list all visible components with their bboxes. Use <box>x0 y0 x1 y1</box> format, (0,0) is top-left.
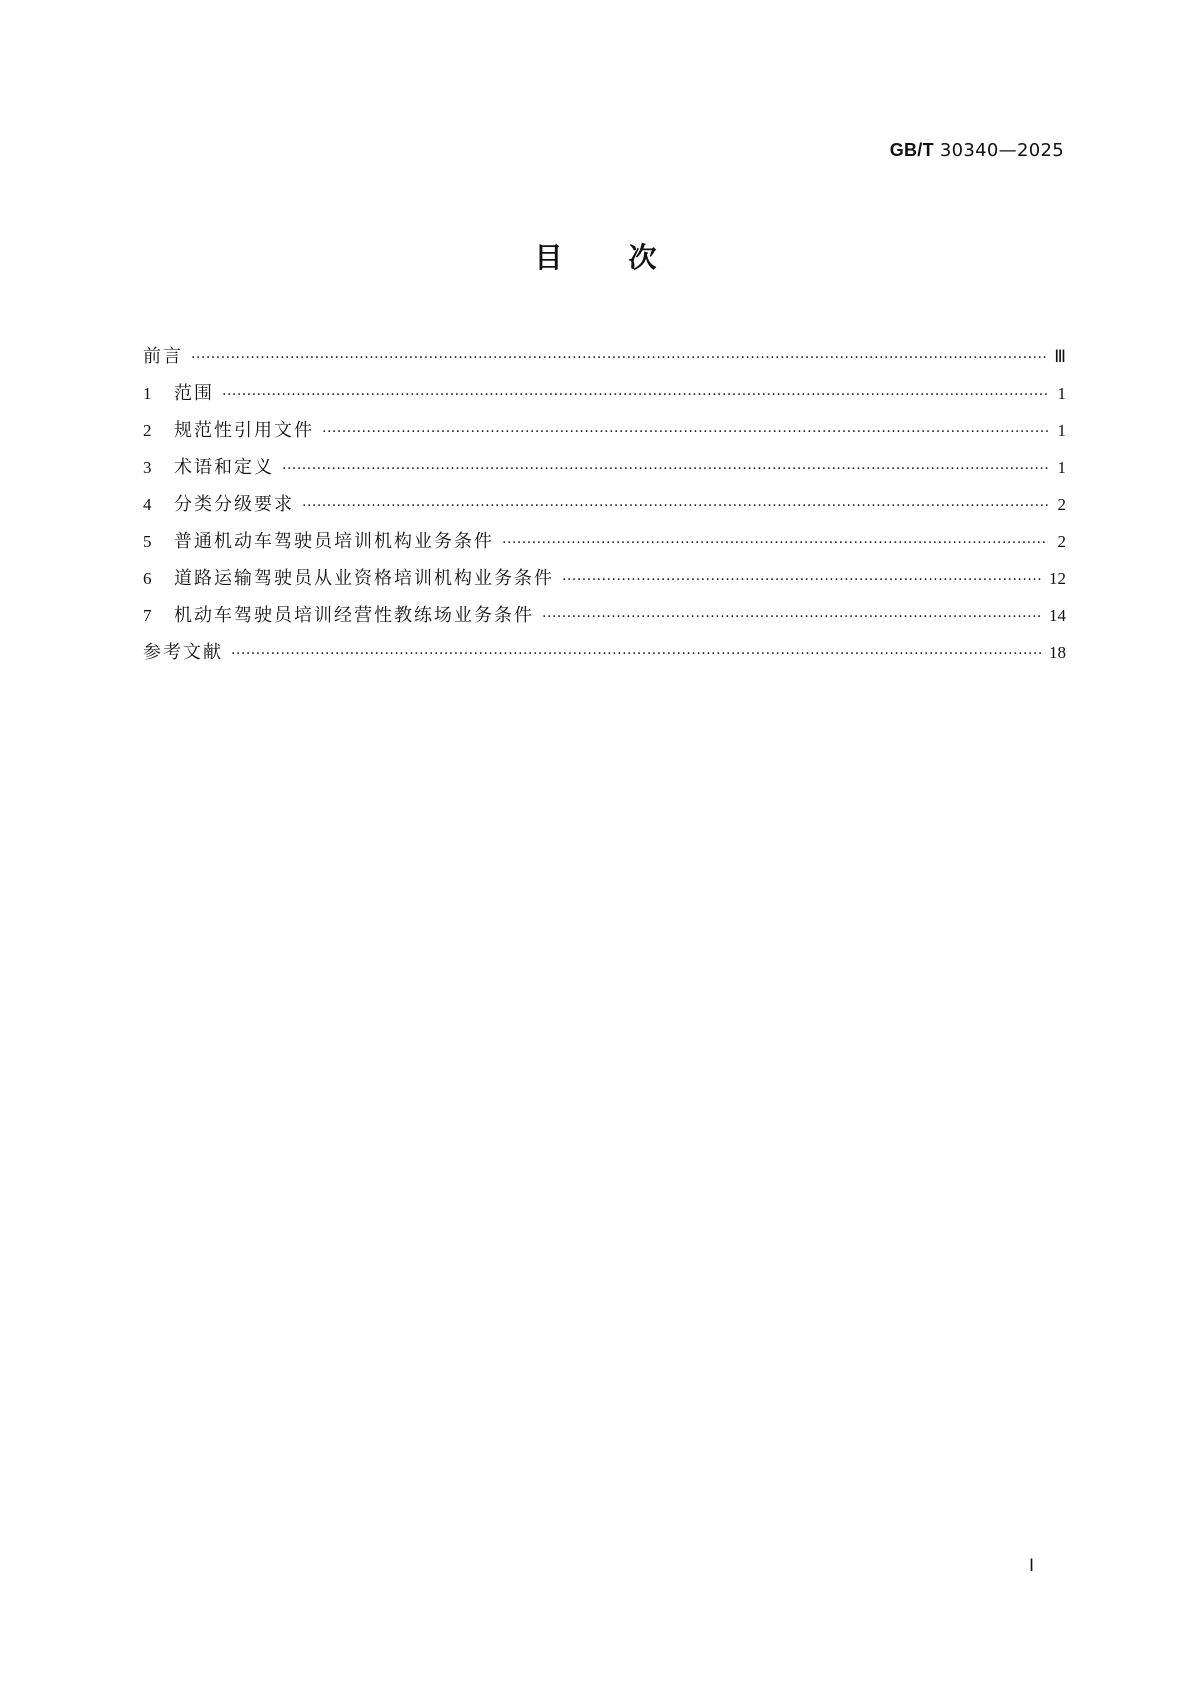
toc-entry-page: 2 <box>1057 532 1066 551</box>
toc-entry-page: 1 <box>1057 421 1066 440</box>
toc-entry-number: 7 <box>143 606 152 625</box>
toc-entry-number: 3 <box>143 458 152 477</box>
toc-entry-label: 范围 <box>174 383 214 404</box>
toc-entry-label: 参考文献 <box>143 642 223 663</box>
standard-number: 30340—2025 <box>939 140 1064 161</box>
toc-entry-label: 规范性引用文件 <box>174 420 314 441</box>
toc-entry-normative-references[interactable] <box>143 416 1066 453</box>
toc-entry-classification[interactable] <box>143 490 1066 527</box>
toc-entry-foreword[interactable] <box>143 342 1066 379</box>
toc-entry-page: 12 <box>1049 569 1066 588</box>
toc-entry-label: 术语和定义 <box>174 457 274 478</box>
toc-leader-dots <box>231 646 1043 662</box>
toc-entry-number: 1 <box>143 384 152 403</box>
toc-leader-dots <box>542 609 1043 625</box>
toc-entry-label: 前言 <box>143 346 183 367</box>
toc-entry-number: 6 <box>143 569 152 588</box>
toc-leader-dots <box>562 572 1043 588</box>
standard-code <box>890 140 1064 161</box>
toc-entry-section-5[interactable] <box>143 527 1066 564</box>
toc-entry-page: 1 <box>1057 458 1066 477</box>
toc-entry-page: 1 <box>1057 384 1066 403</box>
toc-entry-page: Ⅲ <box>1054 347 1066 366</box>
toc-leader-dots <box>191 350 1048 366</box>
toc-leader-dots <box>222 387 1048 403</box>
toc-leader-dots <box>502 535 1048 551</box>
toc-entry-section-6[interactable] <box>143 564 1066 601</box>
table-of-contents <box>143 342 1066 675</box>
toc-entry-label: 机动车驾驶员培训经营性教练场业务条件 <box>174 605 534 626</box>
toc-entry-bibliography[interactable] <box>143 638 1066 675</box>
toc-entry-label: 分类分级要求 <box>174 494 294 515</box>
toc-entry-number: 4 <box>143 495 152 514</box>
toc-leader-dots <box>302 498 1048 514</box>
toc-entry-terms-definitions[interactable] <box>143 453 1066 490</box>
toc-entry-section-7[interactable] <box>143 601 1066 638</box>
toc-entry-scope[interactable] <box>143 379 1066 416</box>
toc-title: 目次 <box>534 241 723 274</box>
toc-entry-label: 普通机动车驾驶员培训机构业务条件 <box>174 531 494 552</box>
toc-entry-page: 14 <box>1049 606 1066 625</box>
toc-entry-label: 道路运输驾驶员从业资格培训机构业务条件 <box>174 568 554 589</box>
toc-entry-page: 18 <box>1049 643 1066 662</box>
toc-leader-dots <box>322 424 1048 440</box>
toc-entry-number: 5 <box>143 532 152 551</box>
toc-entry-number: 2 <box>143 421 152 440</box>
toc-entry-page: 2 <box>1057 495 1066 514</box>
toc-leader-dots <box>282 461 1048 477</box>
page-number: Ⅰ <box>1028 1556 1034 1575</box>
standard-prefix: GB/T <box>889 140 934 160</box>
